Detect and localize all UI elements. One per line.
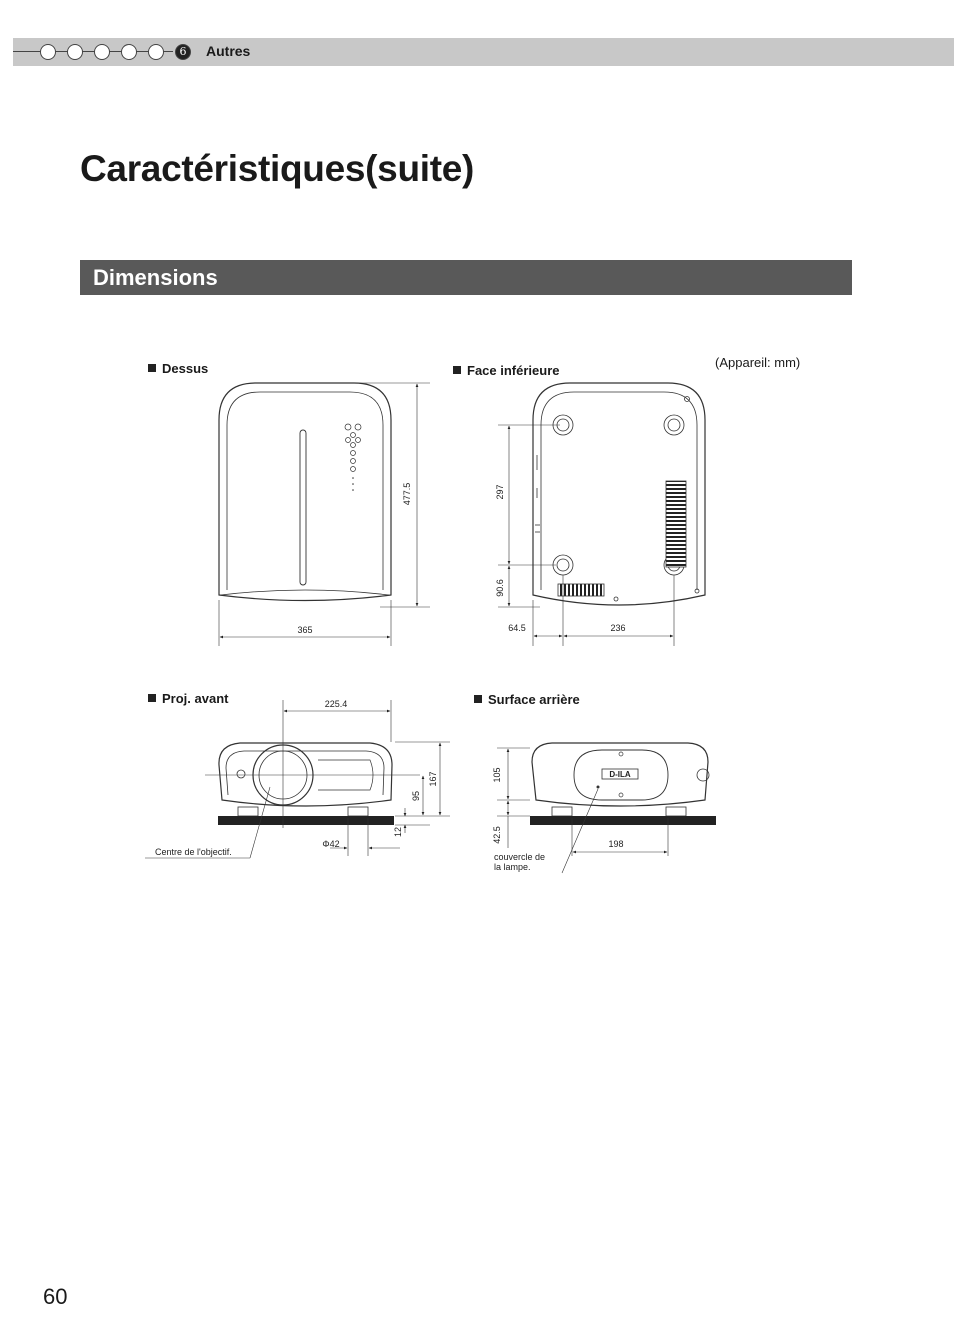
heading-front-label: Proj. avant	[162, 691, 229, 706]
front-view-dimensions	[145, 700, 450, 858]
front-view-drawing	[218, 743, 394, 825]
dim-bottom-feet-width: 236	[610, 623, 626, 633]
bottom-view-dimensions	[498, 425, 674, 646]
dim-rear-height: 105	[492, 767, 502, 783]
dim-bottom-side-offset: 64.5	[508, 623, 526, 633]
dim-top-depth: 477.5	[402, 482, 412, 506]
top-view-dimensions	[219, 383, 430, 646]
chapter-label: Autres	[206, 43, 251, 59]
page-title: Caractéristiques(suite)	[80, 148, 475, 189]
dim-bottom-front-offset: 90.6	[495, 579, 505, 597]
callout-lamp-cover-line2: la lampe.	[494, 862, 531, 872]
dim-front-lens-height: 95	[411, 790, 421, 802]
callout-lamp-cover-line1: couvercle de	[494, 852, 546, 862]
dim-bottom-feet-depth: 297	[495, 484, 505, 500]
dim-front-lens-offset: 225.4	[324, 699, 348, 709]
chapter-dot-active: 6	[175, 44, 191, 60]
dim-front-foot-height: 12	[393, 826, 403, 838]
dim-front-height: 167	[428, 771, 438, 787]
dim-front-foot-diameter: Φ42	[322, 839, 340, 849]
dim-rear-foot-height: 42.5	[492, 826, 502, 844]
rear-view-drawing	[530, 743, 716, 825]
bottom-view-drawing	[533, 383, 705, 605]
unit-note: (Appareil: mm)	[715, 355, 801, 370]
section-title: Dimensions	[93, 265, 218, 290]
top-view-drawing	[219, 383, 391, 601]
heading-rear-label: Surface arrière	[488, 692, 580, 707]
dim-top-width: 365	[297, 625, 313, 635]
heading-bottom-label: Face inférieure	[467, 363, 560, 378]
callout-lens-center: Centre de l'objectif.	[155, 847, 232, 857]
rear-logo: D-ILA	[609, 770, 631, 779]
page-number: 60	[43, 1284, 68, 1309]
dim-rear-width: 198	[608, 839, 624, 849]
heading-top-label: Dessus	[162, 361, 209, 376]
